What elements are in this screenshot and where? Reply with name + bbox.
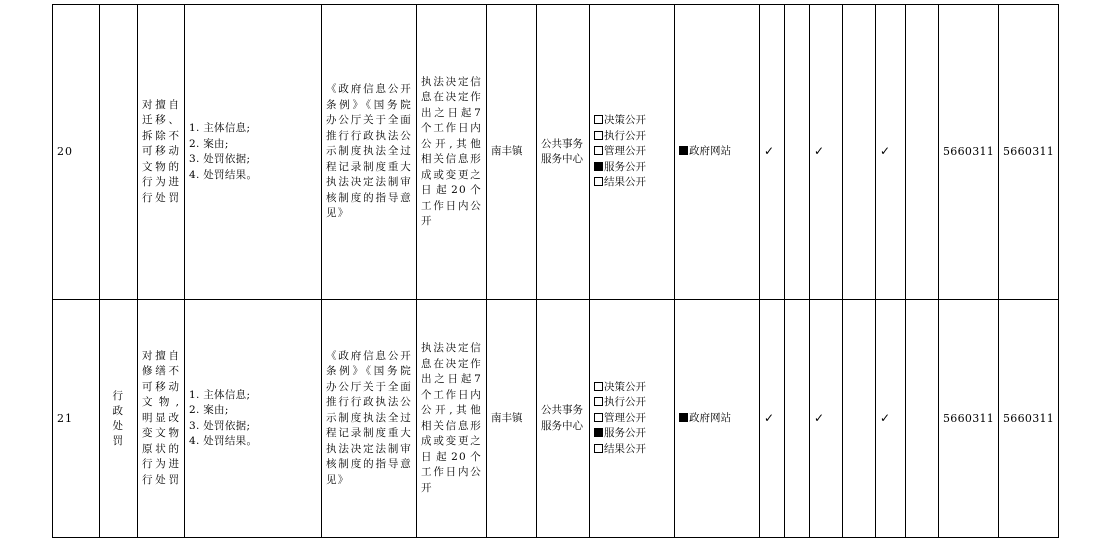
table-row — [53, 300, 1059, 538]
item-text: 对擅自迁移、拆除不可移动文物的行为进行处罚 — [142, 98, 180, 204]
scope-option-label: 决策公开 — [604, 380, 646, 393]
checkbox-checked-icon — [679, 146, 688, 155]
scope-option-label: 管理公开 — [604, 145, 646, 158]
item-cell — [138, 5, 185, 300]
content-line: 3. 处罚依据; — [189, 419, 251, 432]
channel-label: 政府网站 — [689, 411, 731, 424]
basis-text: 《政府信息公开条例》《国务院办公厅关于全面推行行政执法公示制度执法全过程记录制度重大执法决定法制审核制度的指导意见》 — [326, 83, 412, 220]
checkbox-icon — [594, 382, 603, 391]
checkbox-checked-icon — [594, 162, 603, 171]
basis-cell — [322, 300, 417, 538]
scope-option — [594, 395, 670, 411]
scope-option — [594, 160, 670, 176]
scope-option — [594, 380, 670, 396]
checkbox-icon — [594, 413, 603, 422]
content-cell — [185, 300, 322, 538]
check-mark — [843, 300, 876, 538]
check-mark: ✓ — [760, 300, 785, 538]
issuer-cell: 南丰镇 — [487, 300, 537, 538]
content-line: 1. 主体信息; — [189, 388, 251, 401]
item-cell — [138, 300, 185, 538]
channel-option — [679, 144, 755, 160]
phone-cell: 5660311 — [999, 300, 1059, 538]
subject-cell: 公共事务服务中心 — [537, 300, 590, 538]
check-mark: ✓ — [760, 5, 785, 300]
scope-option — [594, 442, 670, 458]
content-line: 1. 主体信息; — [189, 122, 251, 134]
scope-option-label: 执行公开 — [604, 396, 646, 409]
row-number: 21 — [53, 300, 100, 538]
checkbox-icon — [594, 115, 603, 124]
disclosure-table — [52, 4, 1059, 538]
basis-cell — [322, 5, 417, 300]
checkbox-icon — [594, 397, 603, 406]
scope-option-label: 服务公开 — [604, 427, 646, 440]
row-number: 20 — [53, 5, 100, 300]
scope-option — [594, 144, 670, 160]
scope-option — [594, 113, 670, 129]
content-line: 4. 处罚结果。 — [189, 168, 258, 181]
scope-cell — [590, 300, 675, 538]
scope-cell — [590, 5, 675, 300]
content-line: 2. 案由; — [189, 404, 229, 416]
scope-option-label: 管理公开 — [604, 411, 646, 424]
check-mark: ✓ — [810, 300, 843, 538]
item-text: 对擅自修缮不可移动文物,明显改变文物原状的行为进行处罚 — [142, 349, 180, 486]
scope-option-label: 结果公开 — [604, 176, 646, 189]
channel-cell — [675, 5, 760, 300]
checkbox-icon — [594, 131, 603, 140]
checkbox-checked-icon — [594, 428, 603, 437]
checkbox-icon — [594, 146, 603, 155]
content-cell — [185, 5, 322, 300]
check-mark: ✓ — [876, 300, 906, 538]
phone-cell: 5660311 — [999, 5, 1059, 300]
content-line: 2. 案由; — [189, 137, 229, 150]
check-mark — [843, 5, 876, 300]
check-mark — [906, 5, 939, 300]
checkbox-icon — [594, 177, 603, 186]
check-mark — [785, 300, 810, 538]
channel-label: 政府网站 — [689, 145, 731, 158]
scope-option — [594, 175, 670, 191]
check-mark — [785, 5, 810, 300]
scope-option — [594, 426, 670, 442]
channel-cell — [675, 300, 760, 538]
time-limit-cell — [417, 5, 487, 300]
time-limit-cell — [417, 300, 487, 538]
phone-cell: 5660311 — [939, 5, 999, 300]
checkbox-checked-icon — [679, 413, 688, 422]
scope-option-label: 决策公开 — [604, 114, 646, 127]
subject-cell: 公共事务服务中心 — [537, 5, 590, 300]
channel-option — [679, 411, 755, 427]
category-cell — [100, 5, 138, 300]
check-mark — [906, 300, 939, 538]
scope-option-label: 服务公开 — [604, 160, 646, 173]
check-mark: ✓ — [810, 5, 843, 300]
category-cell — [100, 300, 138, 538]
time-limit-text: 执法决定信息在决定作出之日起7个工作日内公开,其他相关信息形成或变更之日起20个工作日内公开 — [421, 342, 482, 494]
category-text: 行政处罚 — [112, 389, 123, 447]
content-line: 3. 处罚依据; — [189, 153, 251, 165]
issuer-cell: 南丰镇 — [487, 5, 537, 300]
scope-option-label: 执行公开 — [604, 129, 646, 142]
basis-text: 《政府信息公开条例》《国务院办公厅关于全面推行行政执法公示制度执法全过程记录制度重大执法决定法制审核制度的指导意见》 — [326, 349, 412, 486]
scope-option — [594, 411, 670, 427]
table-row — [53, 5, 1059, 300]
scope-option — [594, 129, 670, 145]
content-line: 4. 处罚结果。 — [189, 435, 258, 447]
scope-option-label: 结果公开 — [604, 442, 646, 455]
phone-cell: 5660311 — [939, 300, 999, 538]
checkbox-icon — [594, 444, 603, 453]
time-limit-text: 执法决定信息在决定作出之日起7个工作日内公开,其他相关信息形成或变更之日起20个工作日内公开 — [421, 75, 482, 227]
check-mark: ✓ — [876, 5, 906, 300]
